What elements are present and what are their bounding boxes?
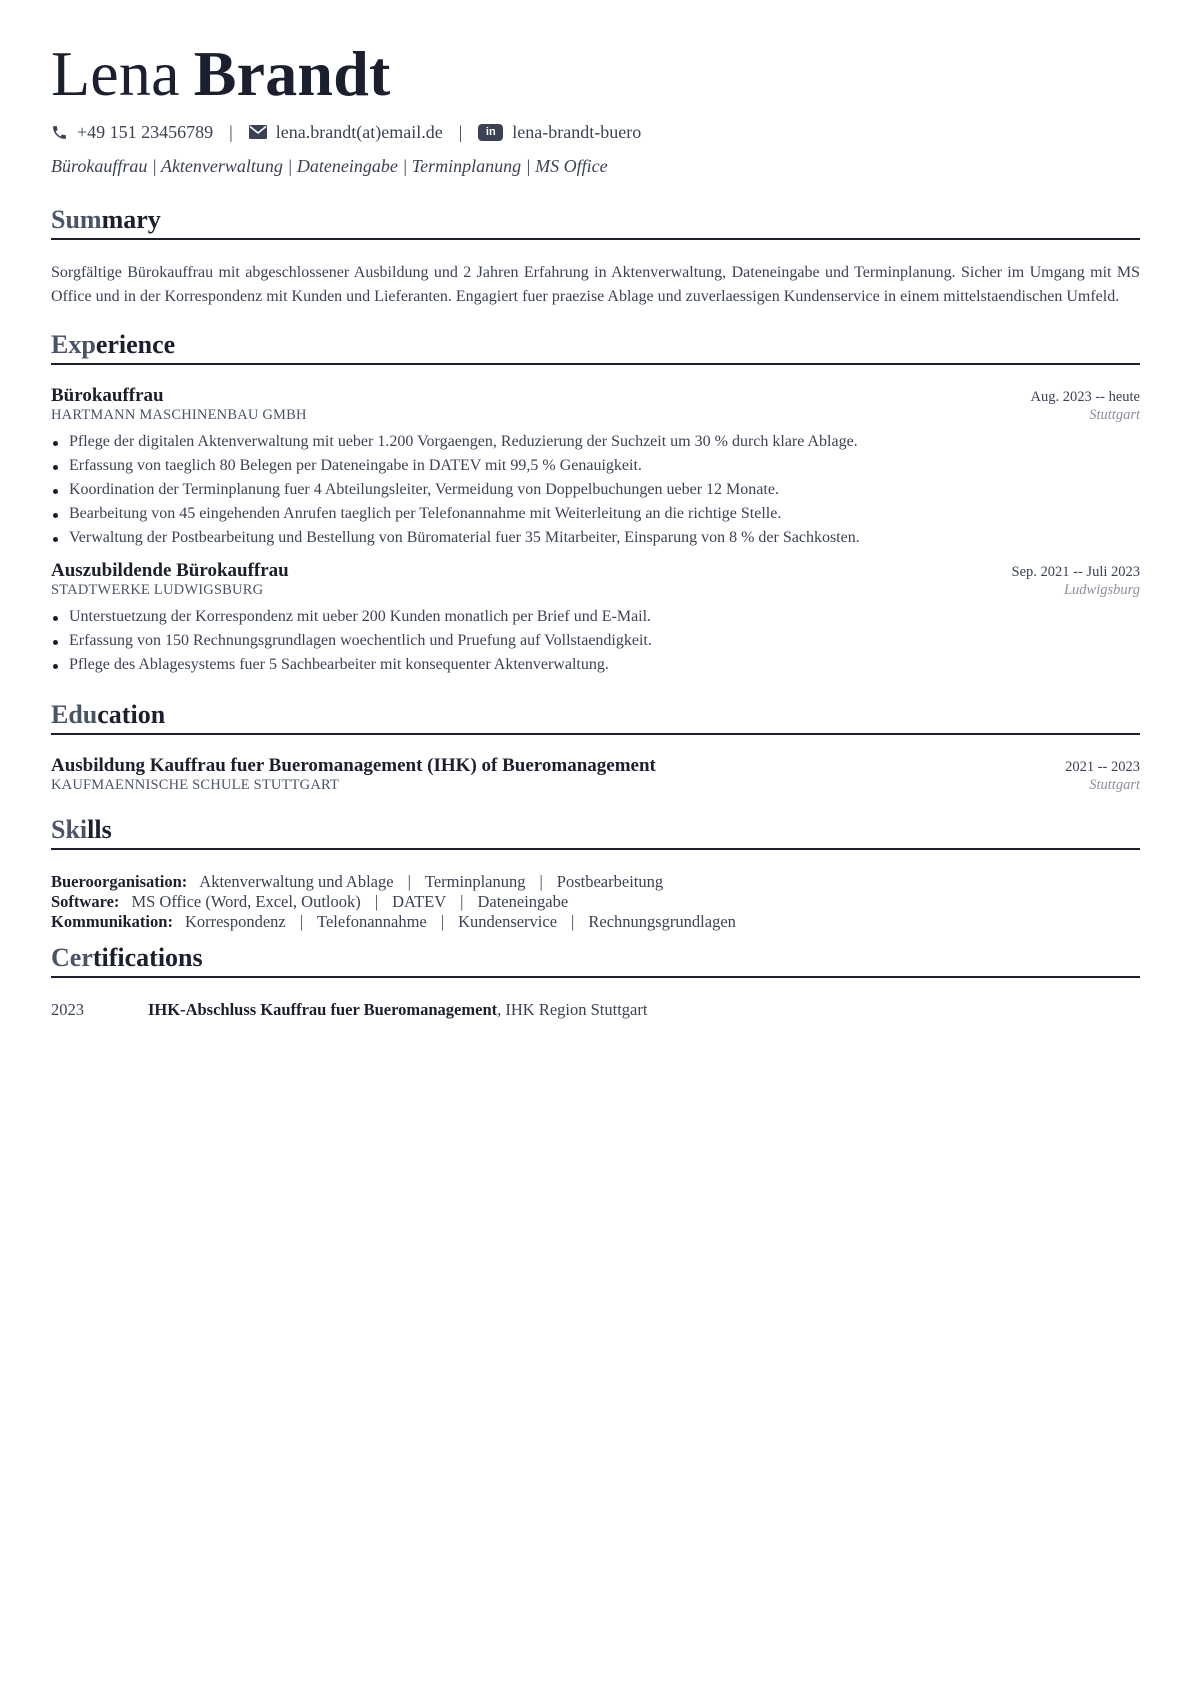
section-title-rest: mary xyxy=(101,205,161,234)
first-name: Lena xyxy=(51,38,180,109)
skills-section xyxy=(51,814,1140,932)
linkedin-icon xyxy=(478,124,503,141)
section-title-certifications xyxy=(51,942,1140,978)
job-bullets xyxy=(51,605,1140,677)
contact-separator: | xyxy=(229,121,233,142)
section-title-rest: tifications xyxy=(92,943,203,972)
section-title-education xyxy=(51,699,1140,735)
linkedin-badge: in xyxy=(478,124,503,141)
summary-section xyxy=(51,204,1140,309)
last-name: Brandt xyxy=(193,38,391,109)
bullet-item: Unterstuetzung der Korrespondenz mit ueber 200 Kunden monatlich per Brief und E-Mail. xyxy=(51,605,1140,629)
section-title-rest: lls xyxy=(87,815,112,844)
bullet-item: Erfassung von taeglich 80 Belegen per Dateneingabe in DATEV mit 99,5 % Genauigkeit. xyxy=(51,454,1140,478)
bullet-item: Pflege des Ablagesystems fuer 5 Sachbearbeiter mit konsequenter Aktenverwaltung. xyxy=(51,653,1140,677)
skill-row xyxy=(51,872,1140,892)
section-title-lead: Ski xyxy=(51,815,88,844)
experience-entry xyxy=(51,560,1140,677)
skill-item: DATEV xyxy=(392,892,447,911)
skill-item: Korrespondenz xyxy=(184,912,286,931)
skill-separator: | xyxy=(460,892,464,911)
skills-list xyxy=(51,872,1140,932)
employer: STADTWERKE LUDWIGSBURG xyxy=(51,582,264,598)
job-dates: Aug. 2023 -- heute xyxy=(1030,389,1140,405)
skill-item: Telefonannahme xyxy=(317,912,427,931)
skill-separator: | xyxy=(571,912,575,931)
education-entry xyxy=(51,755,1140,794)
bullet-item: Erfassung von 150 Rechnungsgrundlagen woechentlich und Pruefung auf Vollstaendigkeit. xyxy=(51,629,1140,653)
job-title: Bürokauffrau xyxy=(51,385,164,406)
job-location: Ludwigsburg xyxy=(1063,582,1140,598)
skill-item: Dateneingabe xyxy=(477,892,569,911)
job-bullets xyxy=(51,430,1140,550)
skill-separator: | xyxy=(299,912,304,931)
contact-phone[interactable] xyxy=(51,122,213,143)
section-title-summary xyxy=(51,204,1140,240)
skill-separator: | xyxy=(440,912,445,931)
skill-item: Kundenservice xyxy=(458,912,558,931)
experience-section xyxy=(51,329,1140,677)
skill-category: Software: xyxy=(51,892,120,911)
skill-item: Terminplanung xyxy=(424,872,526,891)
section-title-rest: cation xyxy=(97,700,166,729)
skill-separator: | xyxy=(374,892,379,911)
job-title: Auszubildende Bürokauffrau xyxy=(51,560,289,581)
job-dates: Sep. 2021 -- Juli 2023 xyxy=(1011,564,1140,580)
degree-title: Ausbildung Kauffrau fuer Bueromanagement (IHK) of Bueromanagement xyxy=(51,755,656,776)
skill-item: MS Office (Word, Excel, Outlook) xyxy=(131,892,361,911)
experience-entry xyxy=(51,385,1140,550)
contact-separator: | xyxy=(458,121,463,142)
certification-issuer: , IHK Region Stuttgart xyxy=(497,1000,648,1019)
linkedin-handle: lena-brandt-buero xyxy=(512,121,642,142)
section-title-lead: Cer xyxy=(51,943,93,972)
job-location: Stuttgart xyxy=(1089,407,1140,423)
skill-category: Bueroorganisation: xyxy=(51,872,188,891)
section-title-lead: Exp xyxy=(51,330,96,359)
school-name: KAUFMAENNISCHE SCHULE STUTTGART xyxy=(51,777,340,793)
bullet-item: Bearbeitung von 45 eingehenden Anrufen taeglich per Telefonannahme mit Weiterleitung an die richtige Stelle. xyxy=(51,502,1140,526)
contact-email[interactable] xyxy=(249,122,443,143)
section-title-experience xyxy=(51,329,1140,365)
section-title-lead: Edu xyxy=(51,700,98,729)
education-section xyxy=(51,699,1140,794)
contact-linkedin[interactable] xyxy=(478,122,641,143)
summary-text: Sorgfältige Bürokauffrau mit abgeschlossener Ausbildung und 2 Jahren Erfahrung in Aktenverwaltung, Dateneingabe und Terminplanung. Sicher im Umgang mit MS Office und in der Korrespondenz mit Kunden und Lieferanten. Engagiert fuer praezise Ablage und zuverlaessigen Kundenservice in einem mittelstaendischen Umfeld. xyxy=(51,264,1140,305)
skill-item: Aktenverwaltung und Ablage xyxy=(199,872,394,891)
email-address: lena.brandt(at)email.de xyxy=(275,121,443,142)
skill-separator: | xyxy=(539,872,543,891)
bullet-item: Verwaltung der Postbearbeitung und Bestellung von Büromaterial fuer 35 Mitarbeiter, Einsparung von 8 % der Sachkosten. xyxy=(51,526,1140,550)
school-location: Stuttgart xyxy=(1089,777,1140,793)
skill-separator: | xyxy=(407,872,411,891)
skill-item: Postbearbeitung xyxy=(556,872,664,891)
candidate-name xyxy=(51,38,1140,110)
skill-row xyxy=(51,892,1140,912)
contact-line xyxy=(51,120,1140,144)
skill-category: Kommunikation: xyxy=(51,912,173,931)
section-title-rest: erience xyxy=(95,330,176,359)
tagline: Bürokauffrau | Aktenverwaltung | Dateneingabe | Terminplanung | MS Office xyxy=(51,156,608,176)
certification-name: IHK-Abschluss Kauffrau fuer Bueromanagement xyxy=(148,1000,498,1019)
section-title-lead: Sum xyxy=(51,205,102,234)
education-dates: 2021 -- 2023 xyxy=(1065,759,1140,775)
skill-row xyxy=(51,912,1140,932)
certification-item xyxy=(51,1000,1140,1020)
employer: HARTMANN MASCHINENBAU GMBH xyxy=(51,407,307,423)
certifications-section xyxy=(51,942,1140,1020)
skill-item: Rechnungsgrundlagen xyxy=(588,912,736,931)
bullet-item: Koordination der Terminplanung fuer 4 Abteilungsleiter, Vermeidung von Doppelbuchungen ueber 12 Monate. xyxy=(51,478,1140,502)
envelope-icon xyxy=(249,125,267,139)
phone-number: +49 151 23456789 xyxy=(77,121,214,142)
phone-icon xyxy=(51,124,68,141)
certification-year: 2023 xyxy=(51,1000,84,1019)
section-title-skills xyxy=(51,814,1140,850)
bullet-item: Pflege der digitalen Aktenverwaltung mit ueber 1.200 Vorgaengen, Reduzierung der Suchzeit um 30 % durch klare Ablage. xyxy=(51,430,1140,454)
